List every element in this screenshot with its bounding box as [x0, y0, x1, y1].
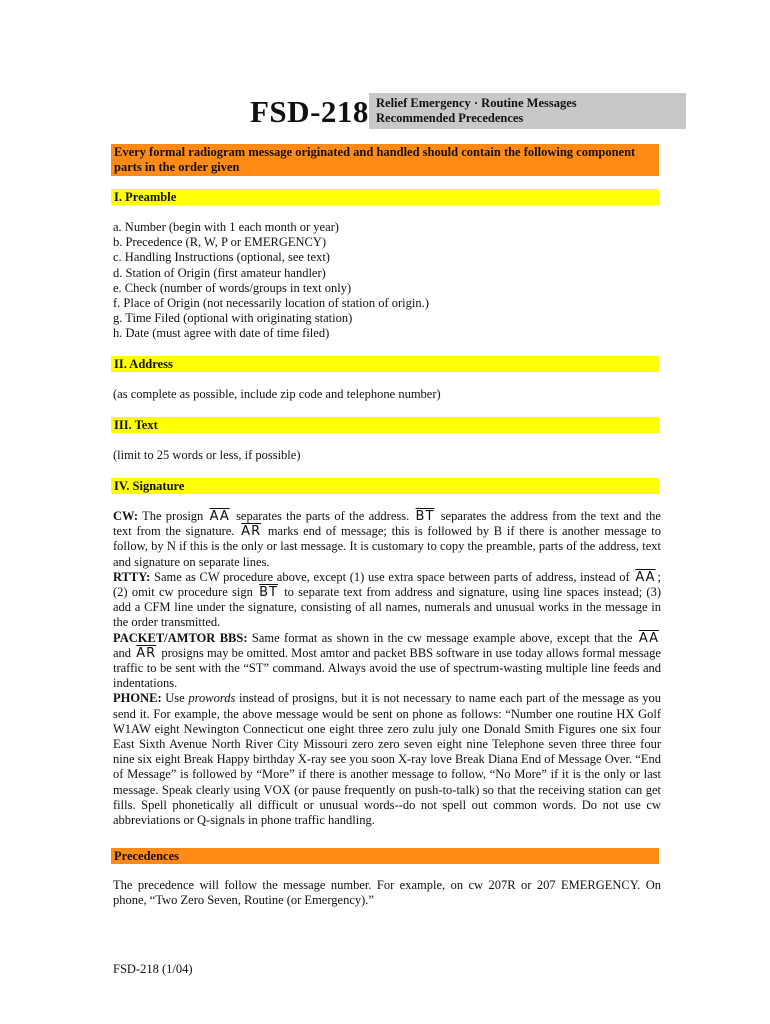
- cw-text-1: The prosign: [138, 509, 208, 523]
- precedences-heading: Precedences: [111, 848, 659, 864]
- text-heading: III. Text: [111, 417, 659, 433]
- prosign-ar: $\overline{AR}$: [241, 524, 262, 540]
- packet-text-2: and: [113, 645, 135, 660]
- list-item: h. Date (must agree with date of time filed): [113, 326, 330, 341]
- packet-text-1: Same format as shown in the cw message example above, except that the: [247, 630, 637, 645]
- address-heading: II. Address: [111, 356, 659, 372]
- list-item: g. Time Filed (optional with originating station): [113, 311, 353, 326]
- address-text: (as complete as possible, include zip code and telephone number): [113, 387, 441, 401]
- cw-text-2: separates the parts of the address.: [231, 509, 414, 523]
- rtty-text-2: ; (2) omit cw procedure sign: [113, 569, 661, 600]
- cw-paragraph: [113, 509, 661, 570]
- prosign-bt: $\overline{BT}$: [259, 585, 278, 601]
- footer-form-id: FSD-218 (1/04): [113, 962, 193, 976]
- rtty-paragraph: [113, 570, 661, 631]
- prosign-bt: $\overline{BT}$: [415, 509, 435, 524]
- phone-paragraph: [113, 691, 661, 828]
- list-item: b. Precedence (R, W, P or EMERGENCY): [113, 235, 327, 250]
- prosign-aa: $\overline{AA}$: [635, 569, 656, 585]
- signature-body: [113, 509, 661, 828]
- title-line-2: Recommended Precedences: [376, 111, 524, 125]
- signature-heading: IV. Signature: [111, 478, 659, 494]
- rtty-text-3: to separate text from address and signature, using line spaces instead; (3) add a CFM line under the signature, consisting of all names, numerals and unusual works in the message in the order transmitted.: [113, 585, 661, 630]
- packet-text-3: prosigns may be omitted. Most amtor and packet BBS software in use today allows formal message traffic to be sent with the “ST” command. Always avoid the use of spectrum-wasting multiple line feeds and indentations.: [113, 645, 661, 691]
- phone-label: PHONE:: [113, 691, 162, 706]
- title-line-1: Relief Emergency · Routine Messages: [376, 96, 577, 110]
- prosign-ar: $\overline{AR}$: [136, 645, 157, 661]
- list-item: e. Check (number of words/groups in text only): [113, 280, 352, 295]
- packet-label: PACKET/AMTOR BBS:: [113, 630, 248, 645]
- cw-text-4: marks end of message; this is followed by B if there is another message to follow, by N if this is the only or last message. It is customary to copy the preamble, parts of the address, text and signature on separate lines.: [113, 524, 661, 569]
- prosign-aa: $\overline{AA}$: [209, 509, 230, 524]
- title-box: [369, 93, 686, 129]
- preamble-heading: I. Preamble: [111, 189, 659, 205]
- packet-paragraph: [113, 631, 661, 692]
- rtty-label: RTTY:: [113, 569, 151, 584]
- form-id: FSD-218: [250, 94, 369, 129]
- list-item: a. Number (begin with 1 each month or year): [113, 220, 339, 234]
- preamble-list: [113, 220, 429, 342]
- cw-text-3: separates the address from the text and the text from the signature.: [113, 509, 661, 539]
- list-item: f. Place of Origin (not necessarily location of station of origin.): [113, 296, 429, 311]
- text-section-text: (limit to 25 words or less, if possible): [113, 448, 301, 462]
- intro-banner: Every formal radiogram message originated and handled should contain the following component parts in the order given: [111, 144, 659, 176]
- list-item: d. Station of Origin (first amateur handler): [113, 265, 326, 280]
- phone-text-2: instead of prosigns, but it is not necessary to name each part of the message as you send it. For example, the above message would be sent on phone as follows: “Number one routine HX Golf W1AW eight Newington Connecticut one eight three zero zulu july one Donald Smith Figures one six four East Sixth Avenue North River City Missouri zero zero seven eight nine Telephone seven three three four nine six eight Break Happy birthday X-ray see you soon X-ray love Break Diana End of Message Over. “End of Message” is followed by “More” if there is another message to follow, “No More” if it is the only or last message. Speak clearly using VOX (or pause frequently on push-to-talk) so that the receiving station can get fills. Spell phonetically all difficult or unusual words--do not spell out common words. Do not use cw abbreviations or Q-signals in phone traffic handling.: [113, 691, 661, 828]
- list-item: c. Handling Instructions (optional, see text): [113, 250, 330, 265]
- precedences-text: The precedence will follow the message number. For example, on cw 207R or 207 EMERGENCY. On phone, “Two Zero Seven, Routine (or Emergency).”: [113, 878, 661, 908]
- rtty-text-1: Same as CW procedure above, except (1) use extra space between parts of address, instead of: [150, 569, 634, 584]
- prowords-term: prowords: [188, 691, 236, 706]
- prosign-aa: $\overline{AA}$: [638, 630, 659, 646]
- phone-text-1: Use: [161, 691, 189, 706]
- cw-label: CW:: [113, 509, 138, 523]
